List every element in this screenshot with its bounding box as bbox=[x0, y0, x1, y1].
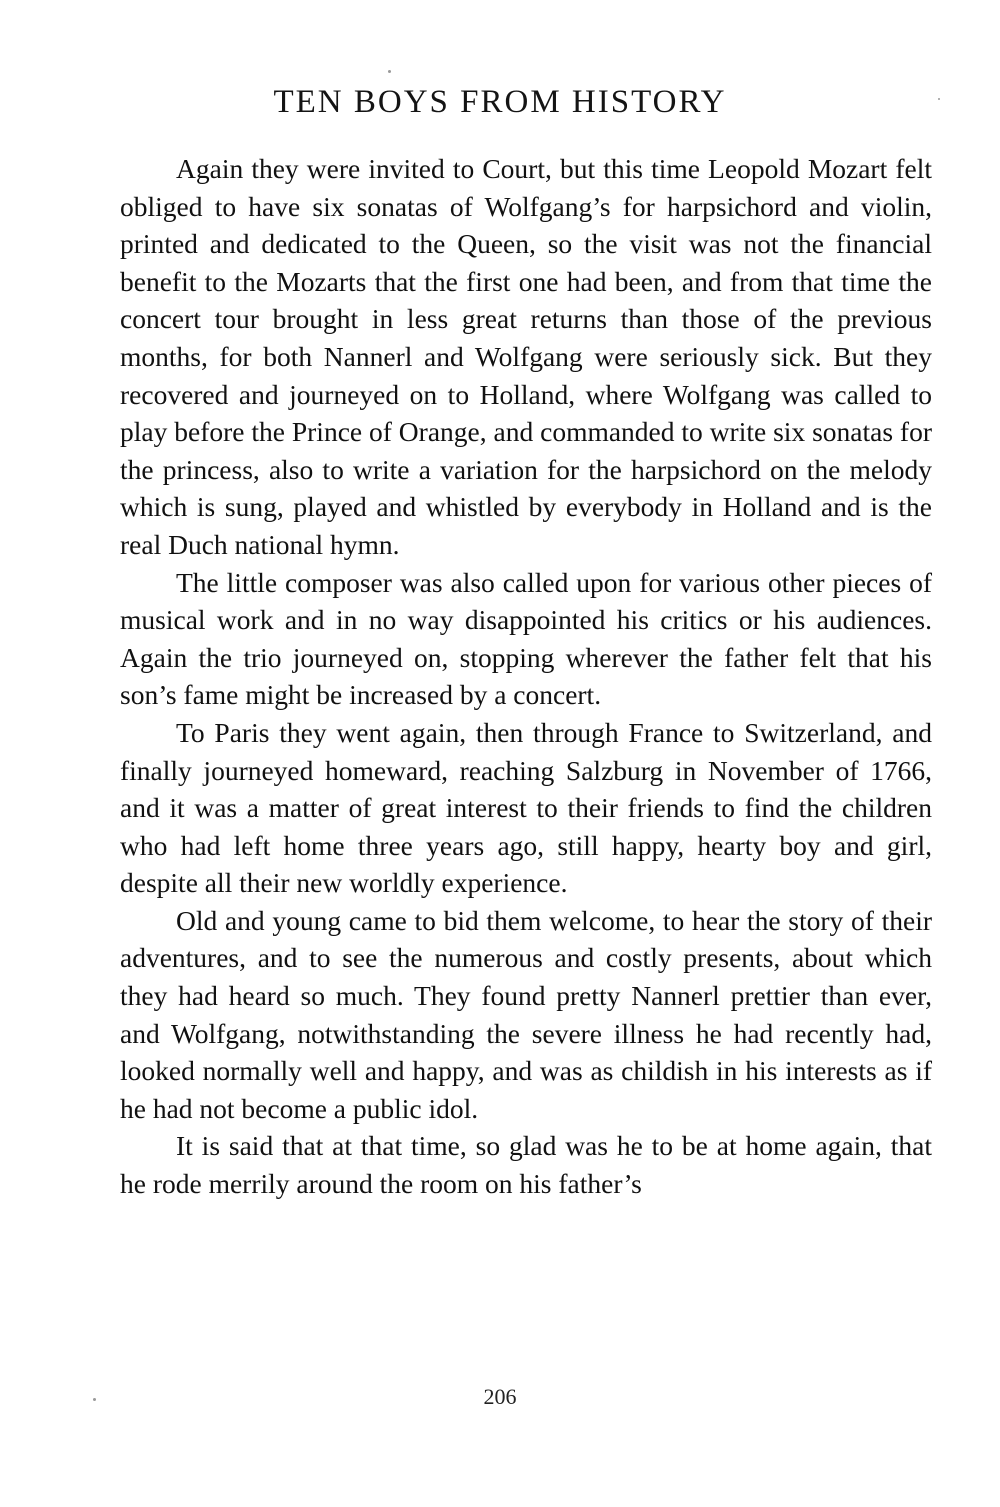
body-text bbox=[120, 150, 932, 1203]
paragraph-4: Old and young came to bid them welcome, to hear the story of their adventures, and to see the numerous and costly presents, about which they had heard so much. They found pretty Nannerl prettier than ever, and Wolfgang, notwithstanding the severe illness he had recently had, looked normally well and happy, and was as childish in his interests as if he had not become a public idol. bbox=[120, 904, 932, 1124]
paragraph-3: To Paris they went again, then through France to Switzerland, and finally journeyed homeward, reaching Salzburg in November of 1766, and it was a matter of great interest to their friends to find the children who had left home three years ago, still happy, hearty boy and girl, despite all their new worldly experience. bbox=[120, 716, 932, 899]
scan-speck bbox=[93, 1398, 96, 1401]
paragraph-1: Again they were invited to Court, but this time Leopold Mozart felt obliged to have six sonatas of Wolfgang’s for harpsichord and violin, printed and dedicated to the Queen, so the visit was not the financial benefit to the Mozarts that the first one had been, and from that time the concert tour brought in less great returns than those of the previous months, for both Nannerl and Wolfgang were seriously sick. But they recovered and journeyed on to Holland, where Wolfgang was called to play before the Prince of Orange, and commanded to write six sonatas for the princess, also to write a variation for the harpsichord on the melody which is sung, played and whistled by everybody in Holland and is the real Duch national hymn. bbox=[120, 153, 932, 560]
paragraph-2: The little composer was also called upon for various other pieces of musical work and in no way disappointed his critics or his audiences. Again the trio journeyed on, stopping wherever the father felt that his son’s fame might be increased by a concert. bbox=[120, 566, 932, 711]
paragraph-5: It is said that at that time, so glad was he to be at home again, that he rode merrily around the room on his father’s bbox=[120, 1130, 932, 1200]
page-number: 206 bbox=[483, 1384, 517, 1409]
scan-speck bbox=[938, 98, 940, 100]
scan-speck bbox=[388, 70, 391, 73]
running-head: TEN BOYS FROM HISTORY bbox=[273, 84, 727, 120]
